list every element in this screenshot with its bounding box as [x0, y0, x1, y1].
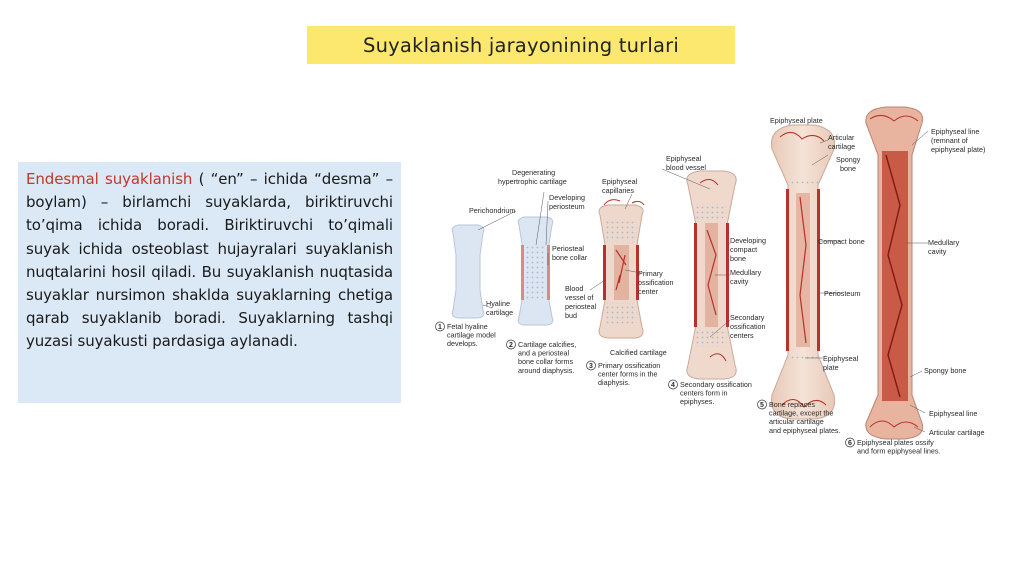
- label-secondary-3: centers: [730, 331, 754, 340]
- step-5-caption: articular cartilage: [769, 417, 824, 427]
- label-epiphyseal-capillaries-1: Epiphyseal: [602, 177, 638, 186]
- label-dev-periosteum-2: periosteum: [549, 202, 585, 211]
- stage-5-bone-replacement: [771, 125, 834, 419]
- label-hyaline-2: cartilage: [486, 308, 514, 317]
- step-5-caption: Bone replaces: [769, 400, 815, 409]
- label-blood-vessel-4: bud: [565, 311, 577, 320]
- label-epiphyseal-vessel-2: blood vessel: [666, 163, 706, 172]
- step-1-caption: cartilage model: [447, 330, 496, 340]
- step-2-caption: around diaphysis.: [518, 365, 575, 375]
- description-text: [26, 168, 393, 354]
- step-4-caption: epiphyses.: [680, 397, 715, 407]
- stage-2-calcified-model: [518, 217, 553, 325]
- step-2-caption: bone collar forms: [518, 357, 574, 367]
- stage-6-adult-bone: [866, 107, 923, 439]
- step-3-caption: Primary ossification: [598, 361, 661, 370]
- step-6-caption: and form epiphyseal lines.: [857, 446, 941, 456]
- label-dev-periosteum-1: Developing: [549, 193, 585, 202]
- label-dev-compact-3: bone: [730, 254, 746, 263]
- label-spongy-bone-r: Spongy bone: [924, 366, 967, 375]
- label-spongy-1: Spongy: [836, 155, 861, 164]
- step-5-caption: cartilage, except the: [769, 408, 834, 418]
- label-secondary-1: Secondary: [730, 313, 765, 322]
- label-blood-vessel-1: Blood: [565, 284, 584, 293]
- step-5-number: 5: [760, 402, 764, 409]
- label-articular-1: Articular: [828, 133, 855, 142]
- step-6-caption: Epiphyseal plates ossify: [857, 438, 934, 447]
- label-perichondrium: Perichondrium: [469, 206, 516, 215]
- label-dev-compact-2: compact: [730, 245, 758, 254]
- label-periosteal-collar-1: Periosteal: [552, 244, 584, 253]
- stage-1-cartilage-model: [452, 225, 484, 318]
- label-medullary-1b: cavity: [730, 277, 749, 286]
- label-medullary-2b: cavity: [928, 247, 947, 256]
- step-4-caption: centers form in: [680, 388, 728, 398]
- step-3-caption: diaphysis.: [598, 378, 630, 388]
- label-epiphyseal-vessel-1: Epiphyseal: [666, 154, 702, 163]
- label-blood-vessel-3: periosteal: [565, 302, 597, 311]
- page-title: Suyaklanish jarayonining turlari: [363, 33, 679, 57]
- label-dev-compact-1: Developing: [730, 236, 766, 245]
- step-6-number: 6: [848, 440, 852, 447]
- description-panel: [18, 162, 401, 403]
- step-3-number: 3: [589, 363, 593, 370]
- step-1-caption: Fetal hyaline: [447, 322, 488, 331]
- label-epiphyseal-capillaries-2: capillaries: [602, 186, 634, 195]
- term-highlight: Endesmal suyaklanish: [26, 170, 193, 188]
- step-3-caption: center forms in the: [598, 369, 658, 379]
- step-2-caption: Cartilage calcifies,: [518, 340, 577, 349]
- label-calcified-cartilage: Calcified cartilage: [610, 348, 667, 357]
- label-hyaline-1: Hyaline: [486, 299, 510, 308]
- label-primary-center-1: Primary: [638, 269, 663, 278]
- title-banner: [307, 26, 735, 64]
- label-blood-vessel-2: vessel of: [565, 293, 594, 302]
- step-5-caption: and epiphyseal plates.: [769, 425, 841, 435]
- description-body: ( “en” – ichida “desma” – boylam) – birlamchi suyaklarda, biriktiruvchi to’qima ichida boradi. Biriktiruvchi to’qimali suyak ichida osteoblast hujayralari suyaklanish nuqtalarini hosil qiladi. Bu suyaklanish nuqtasida suyaklar nursimon shaklda suyaklarning chetiga qarab suyaklanib boradi. Suyaklarning tashqi yuzasi suyakusti pardasiga aylanadi.: [26, 170, 393, 351]
- label-articular-cartilage-r: Articular cartilage: [929, 428, 985, 437]
- step-4-caption: Secondary ossification: [680, 380, 752, 389]
- label-periosteum: Periosteum: [824, 289, 861, 298]
- label-epiphyseal-line-2: (remnant of: [931, 136, 968, 145]
- ossification-diagram: [420, 105, 1020, 465]
- step-captions: [436, 322, 941, 456]
- label-epiphyseal-line-1: Epiphyseal line: [931, 127, 980, 136]
- label-degenerating-2: hypertrophic cartilage: [498, 177, 567, 186]
- label-articular-2: cartilage: [828, 142, 856, 151]
- step-1-number: 1: [438, 324, 442, 331]
- label-primary-center-2: ossification: [638, 278, 674, 287]
- step-4-number: 4: [671, 382, 675, 389]
- label-epiphyseal-plate-2b: plate: [823, 363, 839, 372]
- label-epiphyseal-line-r: Epiphyseal line: [929, 409, 978, 418]
- label-primary-center-3: center: [638, 287, 658, 296]
- label-secondary-2: ossification: [730, 322, 766, 331]
- label-medullary-2a: Medullary: [928, 238, 960, 247]
- label-epiphyseal-plate-top: Epiphyseal plate: [770, 116, 823, 125]
- step-2-caption: and a periosteal: [518, 348, 570, 358]
- label-periosteal-collar-2: bone collar: [552, 253, 588, 262]
- label-medullary-1a: Medullary: [730, 268, 762, 277]
- label-degenerating-1: Degenerating: [512, 168, 556, 177]
- label-epiphyseal-line-3: epiphyseal plate): [931, 145, 986, 154]
- step-2-number: 2: [509, 342, 513, 349]
- step-1-caption: develops.: [447, 339, 478, 349]
- label-compact-bone: Compact bone: [818, 237, 865, 246]
- label-spongy-2: bone: [840, 164, 856, 173]
- label-epiphyseal-plate-2a: Epiphyseal: [823, 354, 859, 363]
